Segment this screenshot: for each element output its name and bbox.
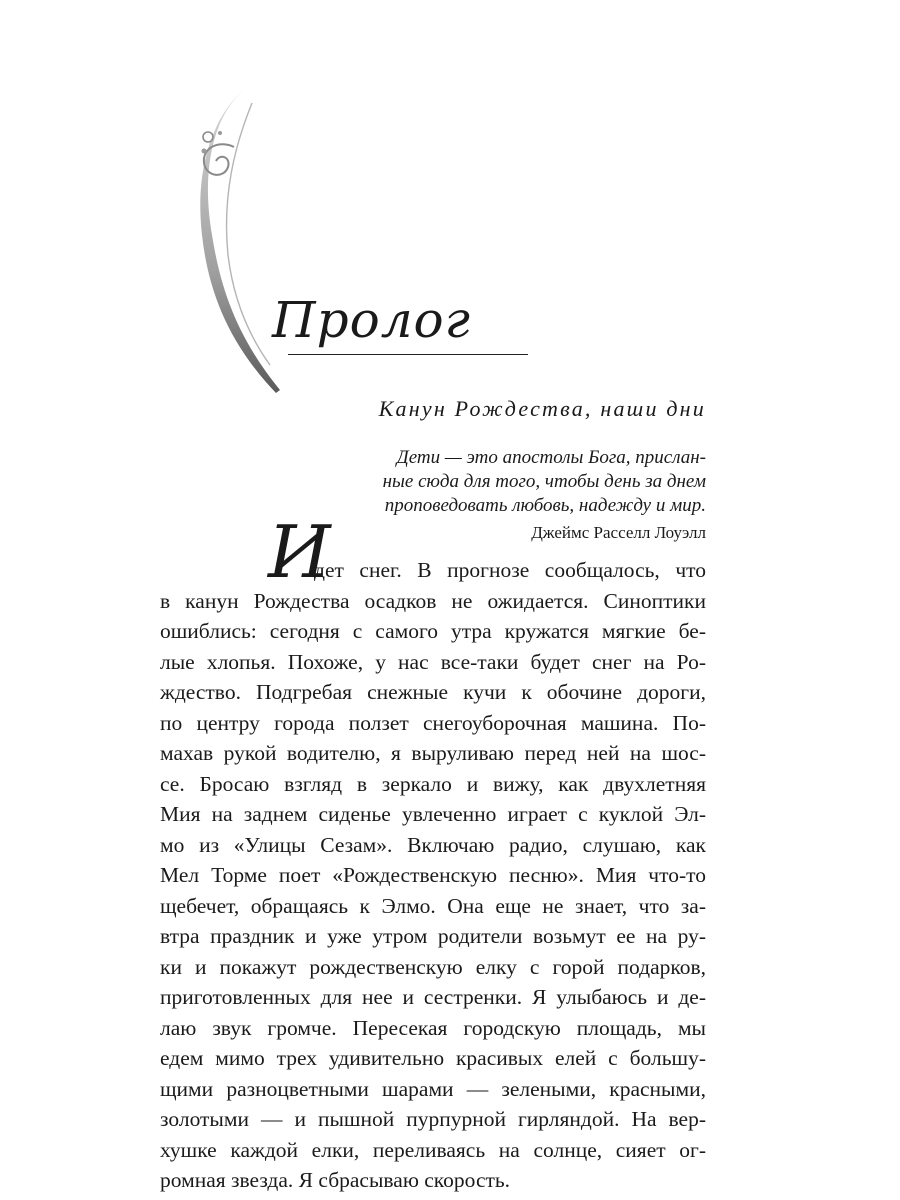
body-line: едем мимо трех удивительно красивых елей с большу- <box>160 1046 706 1070</box>
body-line: хушке каждой елки, переливаясь на солнце, сияет ог- <box>160 1137 706 1162</box>
body-text <box>160 555 706 1196</box>
body-line: ки и покажут рождественскую елку с горой подарков, <box>160 954 706 979</box>
body-line: щими разноцветными шарами — зелеными, красными, <box>160 1076 706 1101</box>
body-line: приготовленных для нее и сестренки. Я улыбаюсь и де- <box>160 985 706 1009</box>
body-line: втра праздник и уже утром родители возьмут ее на ру- <box>160 924 706 948</box>
body-line: ошиблись: сегодня с самого утра кружатся мягкие бе- <box>160 619 706 643</box>
body-line: дет снег. В прогнозе сообщалось, что <box>314 558 706 582</box>
epigraph-line: Дети — это апостолы Бога, прислан- <box>396 447 706 468</box>
body-line: по центру города ползет снегоуборочная машина. По- <box>160 710 706 735</box>
epigraph-line: проповедовать любовь, надежду и мир. <box>384 495 706 516</box>
body-line: лаю звук громче. Пересекая городскую площадь, мы <box>160 1015 706 1040</box>
body-line: золотыми — и пышной пурпурной гирляндой. На вер- <box>160 1107 706 1131</box>
body-line: щебечет, обращаясь к Элмо. Она еще не знает, что за- <box>160 893 706 918</box>
body-line: лые хлопья. Похоже, у нас все-таки будет снег на Ро- <box>160 649 706 674</box>
body-line: мо из «Улицы Сезам». Включаю радио, слушаю, как <box>160 832 706 857</box>
body-line: в канун Рождества осадков не ожидается. Синоптики <box>160 588 706 613</box>
chapter-subtitle: Канун Рождества, наши дни <box>378 396 706 421</box>
body-line: махав рукой водителю, я выруливаю перед ней на шос- <box>160 741 706 765</box>
chapter-title: Пролог <box>272 291 471 349</box>
body-line: Мия на заднем сиденье увлеченно играет с куклой Эл- <box>160 802 706 826</box>
epigraph-line: ные сюда для того, чтобы день за днем <box>382 471 706 492</box>
epigraph <box>300 446 706 545</box>
epigraph-author: Джеймс Расселл Лоуэлл <box>531 523 706 542</box>
body-line: се. Бросаю взгляд в зеркало и вижу, как двухлетняя <box>160 771 706 796</box>
body-line: Мел Торме поет «Рождественскую песню». Мия что-то <box>160 863 706 887</box>
title-underline <box>288 354 528 355</box>
body-line: ромная звезда. Я сбрасываю скорость. <box>160 1168 511 1192</box>
body-line: ждество. Подгребая снежные кучи к обочине дороги, <box>160 680 706 704</box>
drop-cap: И <box>268 510 331 594</box>
